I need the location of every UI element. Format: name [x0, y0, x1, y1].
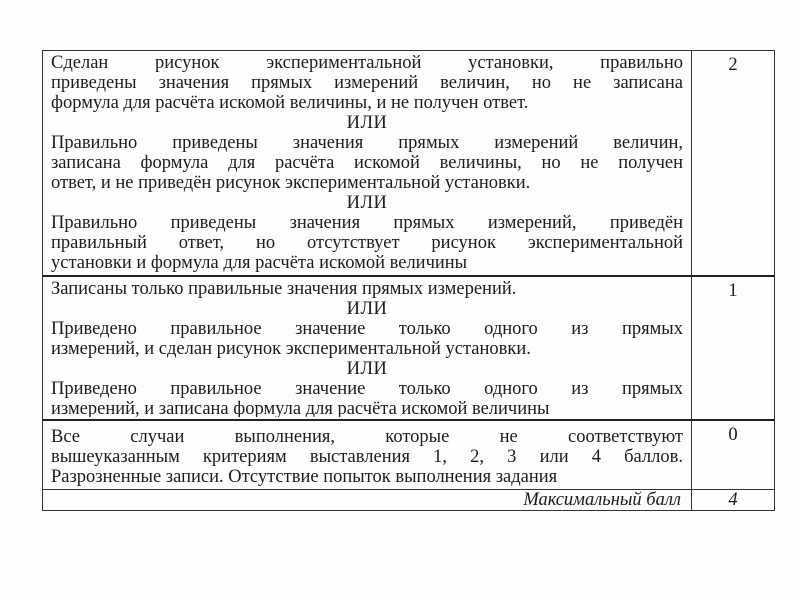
criteria-text-2	[43, 51, 692, 277]
criteria-line: Записаны только правильные значения прямых измерений.	[51, 279, 517, 299]
criteria-line: Правильно приведены значения прямых измерений величин,	[51, 133, 683, 153]
criteria-line: Разрозненные записи. Отсутствие попыток выполнения задания	[51, 467, 558, 487]
max-score-row	[43, 490, 775, 511]
points-cell-1: 1	[692, 276, 775, 420]
or-separator: ИЛИ	[346, 359, 388, 379]
or-separator: ИЛИ	[346, 113, 388, 133]
criteria-line: измерений, и сделан рисунок экспериментальной установки.	[51, 339, 531, 359]
or-separator: ИЛИ	[346, 193, 388, 213]
points-cell-2: 2	[692, 51, 775, 277]
criteria-row-1	[43, 276, 775, 420]
criteria-line: приведены значения прямых измерений величин, но не записана	[51, 73, 683, 93]
max-score-value: 4	[692, 490, 775, 511]
grading-criteria-table	[42, 50, 775, 511]
criteria-row-0	[43, 420, 775, 490]
criteria-line: ответ, и не приведён рисунок экспериментальной установки.	[51, 173, 531, 193]
max-score-label: Максимальный балл	[43, 490, 692, 511]
criteria-line: Приведено правильное значение только одного из прямых	[51, 379, 683, 399]
points-cell-0: 0	[692, 420, 775, 490]
criteria-line: формула для расчёта искомой величины, и не получен ответ.	[51, 93, 529, 113]
criteria-text-0	[43, 420, 692, 490]
criteria-line: Сделан рисунок экспериментальной установки, правильно	[51, 53, 683, 73]
criteria-line: установки и формула для расчёта искомой величины	[51, 253, 468, 273]
criteria-line: Все случаи выполнения, которые не соответствуют	[51, 427, 683, 447]
criteria-line: записана формула для расчёта искомой величины, но не получен	[51, 153, 683, 173]
criteria-line: вышеуказанным критериям выставления 1, 2, 3 или 4 баллов.	[51, 447, 683, 467]
criteria-line: измерений, и записана формула для расчёта искомой величины	[51, 399, 550, 417]
or-separator: ИЛИ	[346, 299, 388, 319]
criteria-line: Приведено правильное значение только одного из прямых	[51, 319, 683, 339]
criteria-line: Правильно приведены значения прямых измерений, приведён	[51, 213, 683, 233]
criteria-line: правильный ответ, но отсутствует рисунок экспериментальной	[51, 233, 683, 253]
criteria-row-2	[43, 51, 775, 277]
criteria-text-1	[43, 276, 692, 420]
